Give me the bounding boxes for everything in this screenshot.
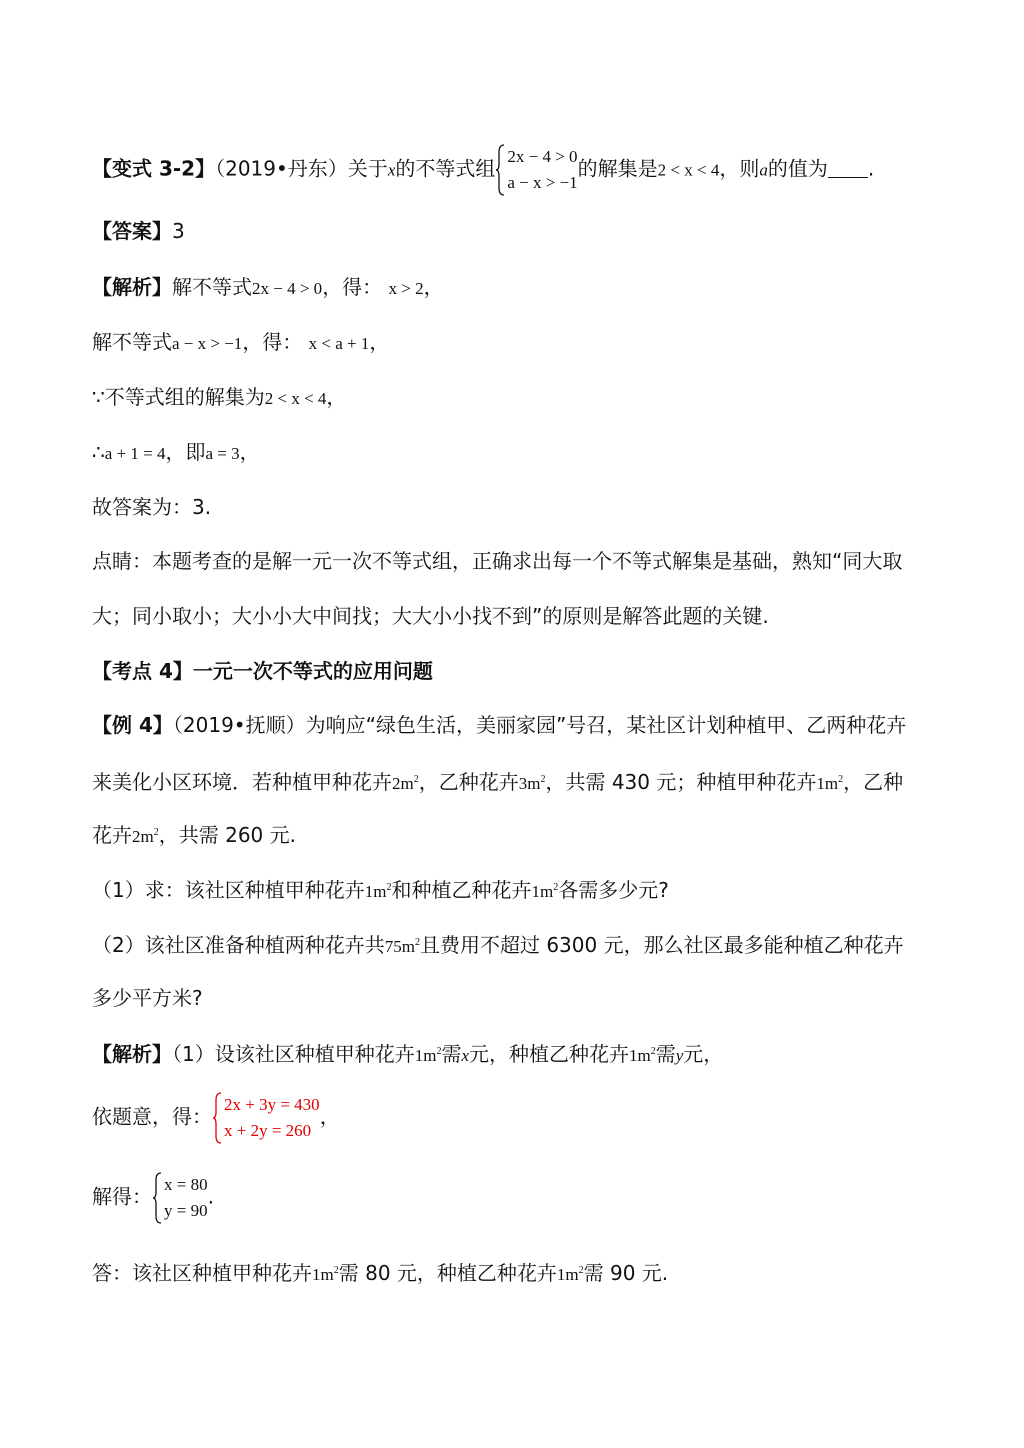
final-answer-line: 故答案为：3. [92, 495, 212, 519]
var-a: a [759, 160, 768, 180]
equation-system-line [92, 1092, 934, 1144]
variant-source: （2019•丹东）关于 [215, 156, 388, 181]
variant-after-text: 的解集是 [577, 156, 658, 181]
area-75m2: $75m^2$ [384, 937, 420, 956]
equation-label: 依题意，得： [92, 1104, 212, 1129]
comma: ， [369, 330, 390, 354]
analysis-get: ，得： [322, 275, 383, 299]
brace-icon [152, 1172, 162, 1224]
solution-text: 需 [655, 1042, 676, 1066]
solution-text: 元，种植乙种花卉 [469, 1042, 630, 1066]
var-x: x [387, 160, 396, 180]
area-3m2: $3m^2$ [518, 774, 546, 793]
q2-text: （2）该社区准备种植两种花卉共 [92, 933, 385, 957]
comma: ， [319, 1104, 340, 1129]
variant-3-2-question [92, 144, 934, 196]
solution-set: 2 < x < 4 [264, 389, 327, 408]
brace-icon [495, 144, 505, 196]
area-1m2: $1m^2$ [364, 882, 392, 901]
example-text: 来美化小区环境．若种植甲种花卉 [92, 770, 392, 794]
therefore-symbol: ∴ [92, 440, 105, 464]
q1-text: 和种植乙种花卉 [391, 878, 532, 902]
equation-row-1: 2x + 3y = 430 [224, 1095, 320, 1114]
solution-text: （1）设该社区种植甲种花卉 [172, 1042, 415, 1066]
example-text: ，共需 260 元. [158, 823, 296, 847]
area-1m2: $1m^2$ [531, 882, 559, 901]
solution-text: 元， [683, 1042, 724, 1066]
question-2-line-2: 多少平方米? [92, 986, 203, 1010]
analysis-tag: 【解析】 [92, 275, 172, 299]
q1-text: （1）求：该社区种植甲种花卉 [92, 878, 365, 902]
kaodian-heading: 【考点 4】一元一次不等式的应用问题 [92, 659, 433, 683]
solve-system-line [92, 1172, 934, 1224]
solution-row-1: x = 80 [164, 1175, 208, 1194]
because-line [92, 382, 934, 414]
area-2m2: $2m^2$ [392, 774, 419, 793]
area-1m2: $1m^2$ [414, 1046, 442, 1065]
solution-range: 2 < x < 4 [657, 160, 720, 180]
variant-tag: 【变式 3-2】 [92, 156, 216, 181]
equation-row-2: x + 2y = 260 [224, 1121, 312, 1140]
analysis-line-1 [92, 272, 934, 304]
answer-text: 答：该社区种植甲种花卉 [92, 1261, 312, 1285]
var-y: y [675, 1046, 684, 1065]
question-1 [92, 873, 934, 907]
system-row-2: a − x > −1 [507, 173, 578, 192]
area-1m2: $1m^2$ [629, 1046, 656, 1065]
therefore-text: ，即 [165, 440, 206, 464]
q1-text: 各需多少元? [558, 878, 669, 902]
result-2: x < a + 1 [308, 334, 370, 353]
solution-line-1 [92, 1037, 934, 1071]
solve-label: 解得： [92, 1184, 152, 1209]
area-1m2: $1m^2$ [556, 1265, 584, 1284]
example-text: ，共需 430 元；种植甲种花卉 [545, 770, 817, 794]
question-2-line-1 [92, 928, 934, 962]
area-1m2: $1m^2$ [312, 1265, 339, 1284]
example-text: ，乙种花卉 [418, 770, 519, 794]
answer-text: 需 80 元，种植乙种花卉 [338, 1261, 557, 1285]
analysis-text: 解不等式 [92, 330, 172, 354]
variant-period: . [867, 156, 875, 181]
solution-tag: 【解析】 [92, 1042, 172, 1066]
answer-tag: 【答案】 [92, 219, 172, 243]
example-text: （2019•抚顺）为响应“绿色生活，美丽家园”号召，某社区计划种植甲、乙两种花卉 [172, 713, 907, 737]
equation-a-plus-1: a + 1 = 4 [104, 444, 166, 463]
analysis-line-2 [92, 327, 934, 359]
variant-end: 的值为 [767, 156, 828, 181]
final-answer-sentence [92, 1256, 934, 1290]
result-1: x > 2 [388, 279, 424, 298]
example-line-1 [92, 710, 934, 740]
brace-icon [212, 1092, 222, 1144]
comma: ， [423, 275, 444, 299]
example-tag: 【例 4】 [92, 713, 173, 737]
system-row-1: 2x − 4 > 0 [507, 147, 578, 166]
because-symbol: ∵ [92, 385, 105, 409]
example-text: 花卉 [92, 823, 132, 847]
example-text: ，乙种 [843, 770, 904, 794]
equation-a-eq-3: a = 3 [205, 444, 240, 463]
answer-value: 3 [172, 219, 185, 243]
because-text: 不等式组的解集为 [104, 385, 265, 409]
comma: ， [239, 440, 260, 464]
inequality-1: 2x − 4 > 0 [252, 279, 323, 298]
inequality-system [495, 144, 577, 196]
note-line-2: 大；同小取小；大小小大中间找；大大小小找不到”的原则是解答此题的关键. [92, 604, 769, 628]
solution-system [152, 1172, 208, 1224]
example-line-3 [92, 818, 934, 852]
area-2m2: $2m^2$ [132, 827, 159, 846]
comma: ， [326, 385, 347, 409]
therefore-line [92, 437, 934, 469]
solution-row-2: y = 90 [164, 1201, 208, 1220]
example-line-2 [92, 765, 934, 799]
variant-mid-text: 的不等式组 [395, 156, 496, 181]
solution-text: 需 [441, 1042, 462, 1066]
answer-text: 需 90 元. [583, 1261, 669, 1285]
answer-line [92, 216, 934, 246]
inequality-2: a − x > −1 [172, 334, 243, 353]
variant-then: ，则 [719, 156, 760, 181]
q2-text: 且费用不超过 6300 元，那么社区最多能种植乙种花卉 [419, 933, 904, 957]
period: . [207, 1184, 214, 1209]
equation-system [212, 1092, 320, 1144]
answer-blank [828, 159, 868, 178]
analysis-get: ，得： [242, 330, 303, 354]
note-line-1: 点睛：本题考查的是解一元一次不等式组，正确求出每一个不等式解集是基础，熟知“同大取 [92, 549, 903, 573]
analysis-text: 解不等式 [172, 275, 252, 299]
var-x: x [461, 1046, 470, 1065]
area-1m2: $1m^2$ [816, 774, 844, 793]
